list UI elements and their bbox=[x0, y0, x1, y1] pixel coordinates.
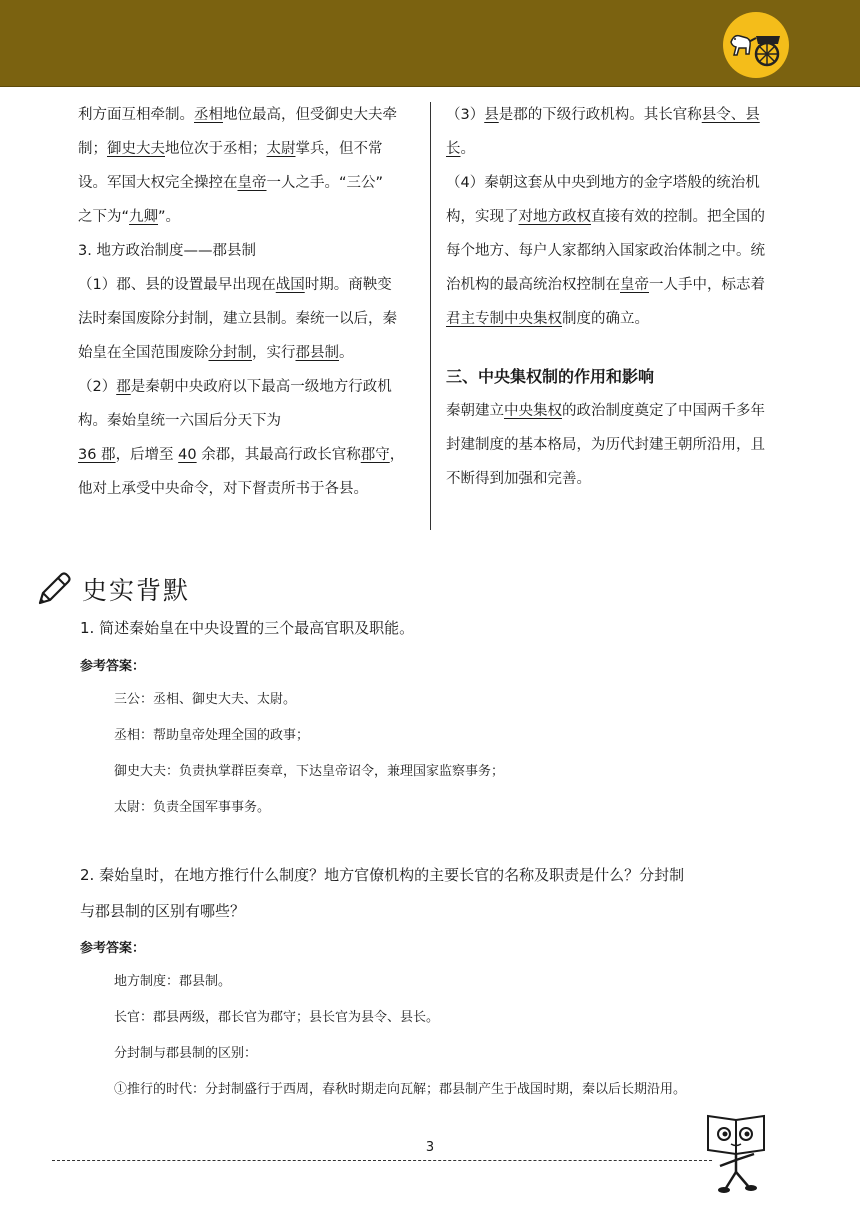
answer-line: 御史大夫：负责执掌群臣奏章，下达皇帝诏令，兼理国家监察事务； bbox=[114, 764, 505, 779]
section-title bbox=[34, 568, 190, 610]
answer-label-2: 参考答案： bbox=[80, 941, 146, 956]
text-line: （2）郡是秦朝中央政府以下最高一级地方行政机 bbox=[78, 379, 392, 395]
text-line: 法时秦国废除分封制，建立县制。秦统一以后，秦 bbox=[78, 311, 397, 327]
text-line: （3）县是郡的下级行政机构。其长官称县令、县 bbox=[446, 107, 760, 123]
section-heading: 三、中央集权制的作用和影响 bbox=[446, 367, 655, 386]
spacer bbox=[446, 336, 791, 360]
text-line: 长。 bbox=[446, 141, 475, 157]
answer-line: 分封制与郡县制的区别： bbox=[114, 1046, 258, 1061]
page-number: 3 bbox=[425, 1140, 435, 1155]
answer-line: 三公：丞相、御史大夫、太尉。 bbox=[114, 692, 297, 707]
text-line: 制；御史大夫地位次于丞相；太尉掌兵，但不常 bbox=[78, 141, 383, 157]
subsection-heading: 3. 地方政治制度——郡县制 bbox=[78, 243, 256, 259]
text-line: 秦朝建立中央集权的政治制度奠定了中国两千多年 bbox=[446, 403, 765, 419]
answer-line: ①推行的时代：分封制盛行于西周，春秋时期走向瓦解；郡县制产生于战国时期，秦以后长期沿用。 bbox=[114, 1082, 687, 1097]
text-line: 设。军国大权完全操控在皇帝一人之手。“三公” bbox=[78, 175, 384, 191]
text-line: 之下为“九卿”。 bbox=[78, 209, 181, 225]
question-2-line-2: 与郡县制的区别有哪些？ bbox=[80, 902, 246, 920]
book-mascot-icon bbox=[702, 1110, 772, 1194]
pencil-icon bbox=[34, 569, 74, 609]
text-line: 36 郡，后增至 40 余郡，其最高行政长官称郡守， bbox=[78, 447, 405, 463]
answer-label-1: 参考答案： bbox=[80, 659, 146, 674]
text-line: 构。秦始皇统一六国后分天下为 bbox=[78, 413, 281, 429]
text-line: 始皇在全国范围废除分封制，实行郡县制。 bbox=[78, 345, 354, 361]
left-text-column bbox=[78, 98, 418, 506]
text-line: 利方面互相牵制。丞相地位最高，但受御史大夫牵 bbox=[78, 107, 397, 123]
text-line: 治机构的最高统治权控制在皇帝一人手中，标志着 bbox=[446, 277, 765, 293]
footer-divider bbox=[52, 1160, 712, 1161]
column-divider bbox=[430, 102, 431, 530]
text-line: 构，实现了对地方政权直接有效的控制。把全国的 bbox=[446, 209, 765, 225]
question-1: 1. 简述秦始皇在中央设置的三个最高官职及职能。 bbox=[80, 619, 415, 637]
answer-line: 太尉：负责全国军事事务。 bbox=[114, 800, 271, 815]
answer-line: 长官：郡县两级，郡长官为郡守；县长官为县令、县长。 bbox=[114, 1010, 440, 1025]
text-line: 他对上承受中央命令，对下督责所书于各县。 bbox=[78, 481, 368, 497]
question-2-line-1: 2. 秦始皇时，在地方推行什么制度？地方官僚机构的主要长官的名称及职责是什么？分封制 bbox=[80, 866, 685, 884]
text-line: 君主专制中央集权制度的确立。 bbox=[446, 311, 649, 327]
right-text-column bbox=[446, 98, 791, 496]
text-line: （4）秦朝这套从中央到地方的金字塔般的统治机 bbox=[446, 175, 760, 191]
text-line: 不断得到加强和完善。 bbox=[446, 471, 591, 487]
section-title-text: 史实背默 bbox=[82, 576, 191, 605]
text-line: （1）郡、县的设置最早出现在战国时期。商鞅变 bbox=[78, 277, 392, 293]
answer-line: 丞相：帮助皇帝处理全国的政事； bbox=[114, 728, 310, 743]
text-line: 每个地方、每户人家都纳入国家政治体制之中。统 bbox=[446, 243, 765, 259]
horse-carriage-icon bbox=[723, 12, 789, 78]
answer-line: 地方制度：郡县制。 bbox=[114, 974, 232, 989]
text-line: 封建制度的基本格局，为历代封建王朝所沿用，且 bbox=[446, 437, 765, 453]
